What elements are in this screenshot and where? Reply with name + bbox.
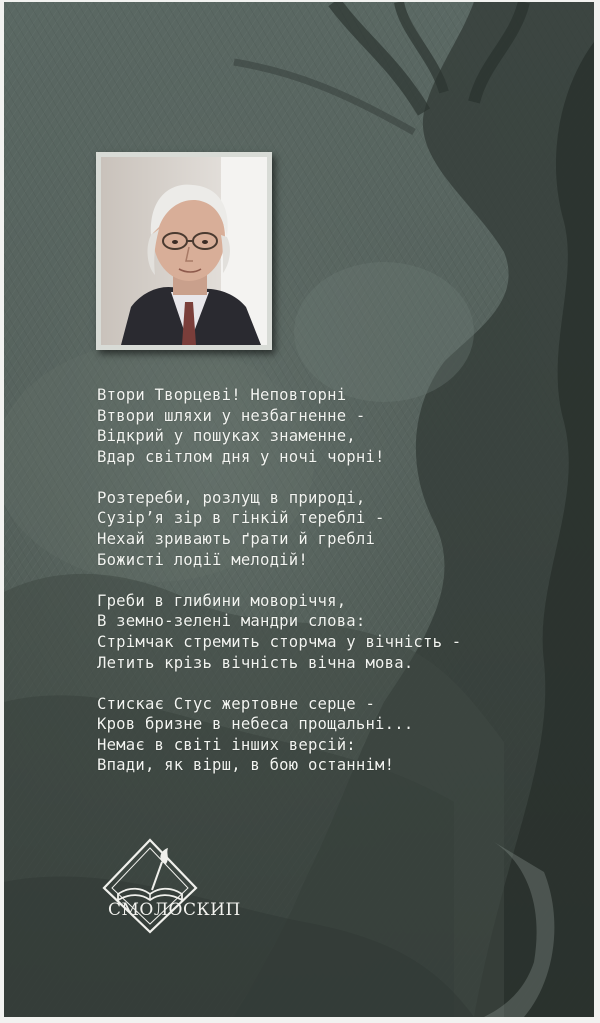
poem-line: Стискає Стус жертовне серце - [97,694,376,713]
poem-line: Немає в світі інших версій: [97,735,356,754]
poem-line: Сузір’я зір в гінкій тереблі - [97,509,385,528]
poem-stanza-1 [97,385,567,467]
poem-line: Відкрий у пошуках знаменне, [97,427,356,446]
poem-line: Впади, як вірш, в бою останнім! [97,756,395,775]
author-portrait-illustration [101,157,267,345]
book-back-cover [4,2,594,1017]
poem-line: Розтереби, розлущ в природі, [97,488,366,507]
poem-line: Нехай зривають ґрати й греблі [97,530,376,549]
author-photo [96,152,272,350]
poem-line: Летить крізь вічність вічна мова. [97,653,414,672]
poem-line: Стрімчак стремить сторчма у вічність - [97,632,462,651]
poem [97,385,567,797]
publisher-name: СМОЛОСКИП [108,900,241,920]
publisher-logo-icon [96,836,204,936]
poem-line: Втвори шляхи у незбагненне - [97,406,366,425]
poem-stanza-2 [97,488,567,570]
poem-line: Вдар світлом дня у ночі чорні! [97,447,385,466]
poem-line: Греби в глибини моворіччя, [97,591,347,610]
poem-line: В земно-зелені мандри слова: [97,612,366,631]
poem-stanza-4 [97,694,567,776]
poem-line: Божисті лодії мелодій! [97,550,308,569]
poem-stanza-3 [97,591,567,673]
poem-line: Втори Творцеві! Неповторні [97,386,347,404]
poem-line: Кров бризне в небеса прощальні... [97,715,414,734]
